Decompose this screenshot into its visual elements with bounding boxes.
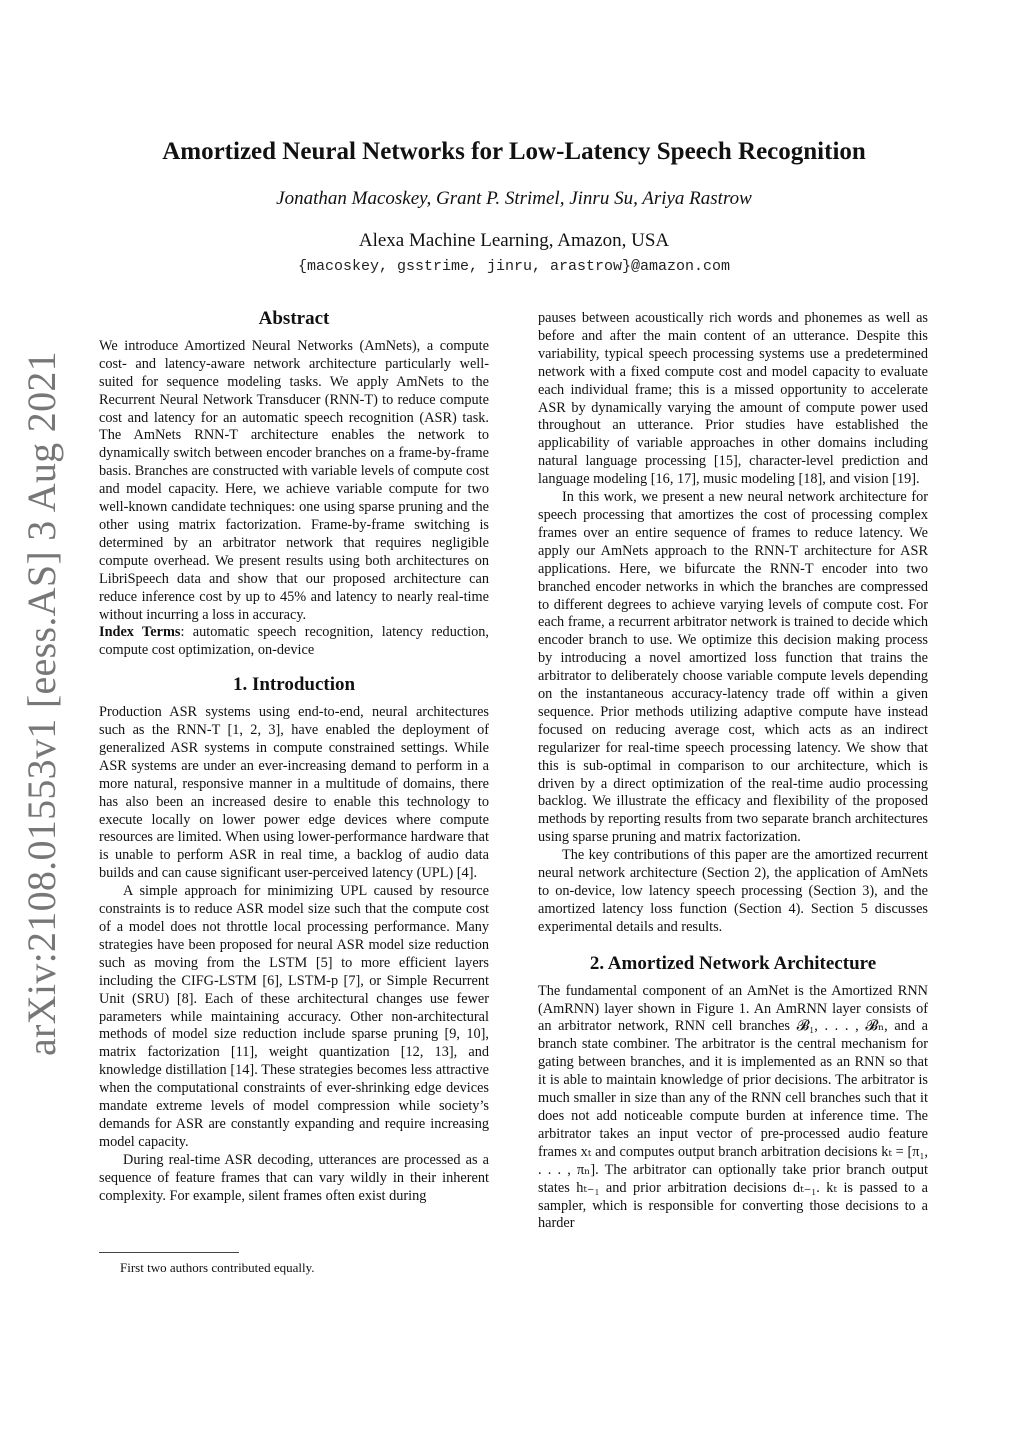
paper-title: Amortized Neural Networks for Low-Latency Speech Recognition	[162, 138, 866, 165]
intro-paragraph-5: The key contributions of this paper are the amortized recurrent neural network architecture (Section 2), the application of AmNets to on-device, low latency speech processing (Section 3), and the amortized latency loss function (Section 4). Section 5 discusses experimental details and results.	[538, 847, 928, 935]
author-list: Jonathan Macoskey, Grant P. Strimel, Jinru Su, Ariya Rastrow	[276, 188, 752, 209]
index-terms	[99, 624, 489, 660]
intro-paragraph-4: In this work, we present a new neural network architecture for speech processing that amortizes the cost of processing complex frames over an entire sequence of frames to reduce latency. We apply our AmNets approach to the RNN-T architecture for ASR applications. Here, we bifurcate the RNN-T encoder into two branched encoder networks in which the branches are compressed to different degrees to achieve varying levels of compute cost. For each frame, a recurrent arbitrator network is trained to decide which encoder branch to use. We optimize this decision making process by introducing a novel amortized loss function that trains the arbitrator to deliberately choose variable compute levels depending on the instantaneous accuracy-latency trade off within a given sequence. Prior methods utilizing adaptive compute have instead focused on reducing average cost, which acts as an indirect regularizer for real-time speech processing latency. We show that this is sub-optimal in comparison to our architecture, which is driven by a direct optimization of the real-time audio processing backlog. We illustrate the efficacy and flexibility of the proposed methods by reporting results from two separate branch architectures using sparse pruning and matrix factorization.	[538, 489, 928, 846]
intro-paragraph-1: Production ASR systems using end-to-end, neural architectures such as the RNN-T [1, 2, 3], have enabled the deployment of generalized ASR systems in compute constrained settings. While ASR systems are under an ever-increasing demand to perform in a more natural, responsive manner in a multitude of domains, there has also been an increased desire to enable this technology to execute locally on lower power edge devices where compute resources are limited. When using lower-performance hardware that is unable to perform ASR in real time, a backlog of audio data builds and can cause significant user-perceived latency (UPL) [4].	[99, 704, 489, 882]
introduction-heading: 1. Introduction	[232, 674, 356, 696]
footnote: First two authors contributed equally.	[120, 1260, 315, 1275]
index-terms-label: Index Terms	[99, 624, 181, 641]
footnote-rule	[99, 1252, 239, 1253]
affiliation: Alexa Machine Learning, Amazon, USA	[358, 230, 670, 251]
abstract-text: We introduce Amortized Neural Networks (AmNets), a compute cost- and latency-aware network architecture particularly well-suited for sequence modeling tasks. We apply AmNets to the Recurrent Neural Network Transducer (RNN-T) to reduce compute cost and latency for an automatic speech recognition (ASR) task. The AmNets RNN-T architecture enables the network to dynamically switch between encoder branches on a frame-by-frame basis. Branches are constructed with variable levels of compute cost and model capacity. Here, we achieve variable compute for two well-known candidate techniques: one using sparse pruning and the other using matrix factorization. Frame-by-frame switching is determined by an arbitrator network that requires negligible compute overhead. We present results using both architectures on LibriSpeech data and show that our proposed architecture can reduce inference cost by up to 45% and latency to nearly real-time without incurring a loss in accuracy.	[99, 337, 489, 623]
intro-paragraph-3: During real-time ASR decoding, utterances are processed as a sequence of feature frames that can vary wildly in their inherent complexity. For example, silent frames often exist during	[99, 1151, 489, 1204]
left-column	[99, 310, 489, 1206]
architecture-heading: 2. Amortized Network Architecture	[589, 952, 877, 974]
architecture-paragraph-1: The fundamental component of an AmNet is the Amortized RNN (AmRNN) layer shown in Figure 1. An AmRNN layer consists of an arbitrator network, RNN cell branches 𝓑₁, . . . , 𝓑ₙ, and a branch state combiner. The arbitrator is the central mechanism for gating between branches, and it is implemented as an RNN so that it is able to maintain knowledge of prior decisions. The arbitrator is much smaller in size than any of the RNN cell branches such that it does not add noticeable compute burden at inference time. The arbitrator takes an input vector of pre-processed audio feature frames xₜ and computes output branch arbitration decisions kₜ = [π₁, . . . , πₙ]. The arbitrator can optionally take prior branch output states hₜ₋₁ and prior arbitration decisions dₜ₋₁. kₜ is passed to a sampler, which is responsible for converting those decisions to a harder	[538, 982, 928, 1232]
author-emails: {macoskey, gsstrime, jinru, arastrow}@amazon.com	[297, 258, 731, 275]
right-column	[538, 310, 928, 1233]
intro-paragraph-2: A simple approach for minimizing UPL caused by resource constraints is to reduce ASR model size such that the compute cost of a model does not throttle local processing performance. Many strategies have been proposed for neural ASR model size reduction such as moving from the LSTM [5] to more efficient layers including the CIFG-LSTM [6], LSTM-p [7], or Simple Recurrent Unit (SRU) [8]. Each of these architectural changes use fewer parameters while maintaining accuracy. Other non-architectural methods of model size reduction include sparse pruning [9, 10], matrix factorization [11], weight quantization [12, 13], and knowledge distillation [14]. These strategies becomes less attractive when the computational constraints of ever-shrinking edge devices mandate extreme levels of model compression while society’s demands for ASR are constantly expanding and require increasing model capacity.	[99, 883, 489, 1150]
index-terms-text: : automatic speech recognition, latency reduction, compute cost optimization, on-device	[99, 624, 489, 659]
abstract-heading: Abstract	[258, 308, 330, 329]
intro-paragraph-3-continued: pauses between acoustically rich words and phonemes as well as before and after the main content of an utterance. Despite this variability, typical speech processing systems use a predetermined network with a fixed compute cost and model capacity to evaluate each individual frame; this is a missed opportunity to accelerate ASR by dynamically varying the amount of compute power used throughout an utterance. Prior studies have established the applicability of variable approaches in other domains including natural language processing [15], character-level prediction and language modeling [16, 17], music modeling [18], and vision [19].	[538, 310, 928, 488]
arxiv-identifier: arXiv:2108.01553v1 [eess.AS] 3 Aug 2021	[19, 351, 64, 1056]
